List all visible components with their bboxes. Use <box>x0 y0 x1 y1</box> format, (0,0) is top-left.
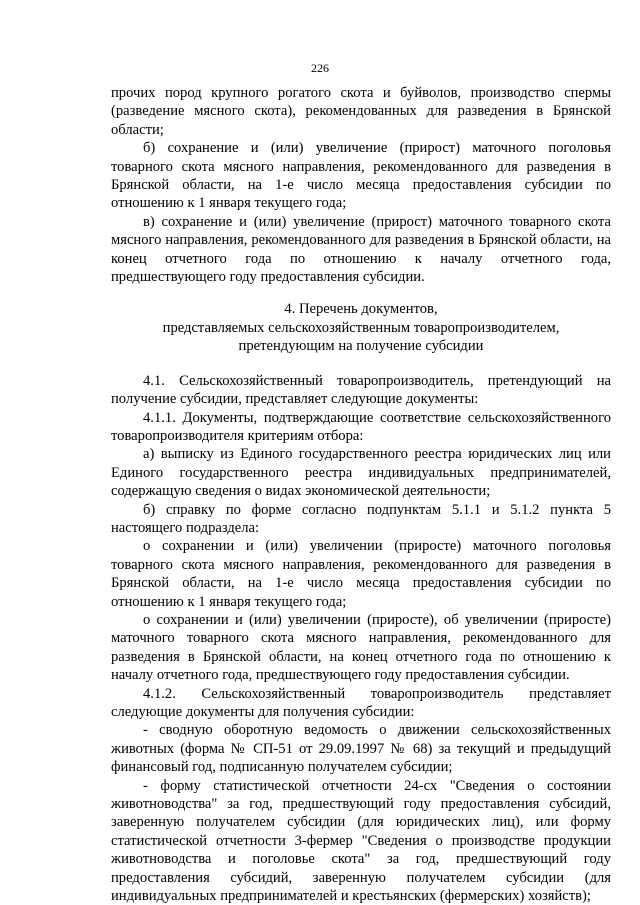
paragraph-item-v: в) сохранение и (или) увеличение (прирост) маточного товарного скота мясного направления, рекомендованного для разведения в Брянской области, на конец отчетного года по отношению к началу отчетного года, предшествующего году предоставления субсидии. <box>111 213 611 286</box>
paragraph-4-1-2: 4.1.2. Сельскохозяйственный товаропроизводитель представляет следующие документы для получения субсидии: <box>111 685 611 720</box>
list-item-ledger: - сводную оборотную ведомость о движении сельскохозяйственных животных (форма № СП-51 от 29.09.1997 № 68) за текущий и предыдущий финансовый год, подписанную получателем субсидии; <box>111 722 611 776</box>
document-body <box>111 84 611 905</box>
section-heading <box>111 300 611 355</box>
page-number: 226 <box>311 61 329 75</box>
paragraph-livestock-1: о сохранении и (или) увеличении (приросте) маточного поголовья товарного скота мясного направления, рекомендованного для разведения в Брянской области, на 1-е число месяца предоставления субсидии по отношению к 1 января текущего года; <box>111 538 611 610</box>
section-heading-line-1: 4. Перечень документов, <box>284 301 438 318</box>
paragraph-item-b-reference: б) справку по форме согласно подпунктам 5.1.1 и 5.1.2 пункта 5 настоящего подраздела: <box>111 501 611 536</box>
section-heading-line-2: представляемых сельскохозяйственным товаропроизводителем, <box>162 319 560 336</box>
list-item-statistics-form: - форму статистической отчетности 24-сх "Сведения о состоянии животноводства" за год, предшествующий году предоставления субсидий, заверенную получателем субсидии (для юридических лиц), или форму статистической отчетности 3-фермер "Сведения о производстве продукции животноводства и поголовье скота" за год, предшествующий году предоставления субсидий, заверенную получателем субсидии (для индивидуальных предпринимателей и крестьянских (фермерских) хозяйств); <box>111 777 611 905</box>
section-heading-line-3: претендующим на получение субсидии <box>238 338 484 355</box>
paragraph-item-b: б) сохранение и (или) увеличение (прирост) маточного поголовья товарного скота мясного направления, рекомендованного для разведения в Брянской области, на 1-е число месяца предоставления субсидии по отношению к 1 января текущего года; <box>111 140 611 212</box>
paragraph-4-1-1: 4.1.1. Документы, подтверждающие соответствие сельскохозяйственного товаропроизводителя критериям отбора: <box>111 409 611 444</box>
paragraph-4-1: 4.1. Сельскохозяйственный товаропроизводитель, претендующий на получение субсидии, представляет следующие документы: <box>111 372 611 408</box>
paragraph-livestock-2: о сохранении и (или) увеличении (приросте), об увеличении (приросте) маточного товарного скота мясного направления, рекомендованного для разведения в Брянской области, на конец отчетного года по отношению к началу отчетного года, предшествующего году предоставления субсидии. <box>111 611 611 684</box>
paragraph-continuation: прочих пород крупного рогатого скота и буйволов, производство спермы (разведение мясного скота), рекомендованных для разведения в Брянской области; <box>111 85 611 138</box>
paragraph-item-a: а) выписку из Единого государственного реестра юридических лиц или Единого государственного реестра индивидуальных предпринимателей, содержащую сведения о видах экономической деятельности; <box>111 446 611 500</box>
